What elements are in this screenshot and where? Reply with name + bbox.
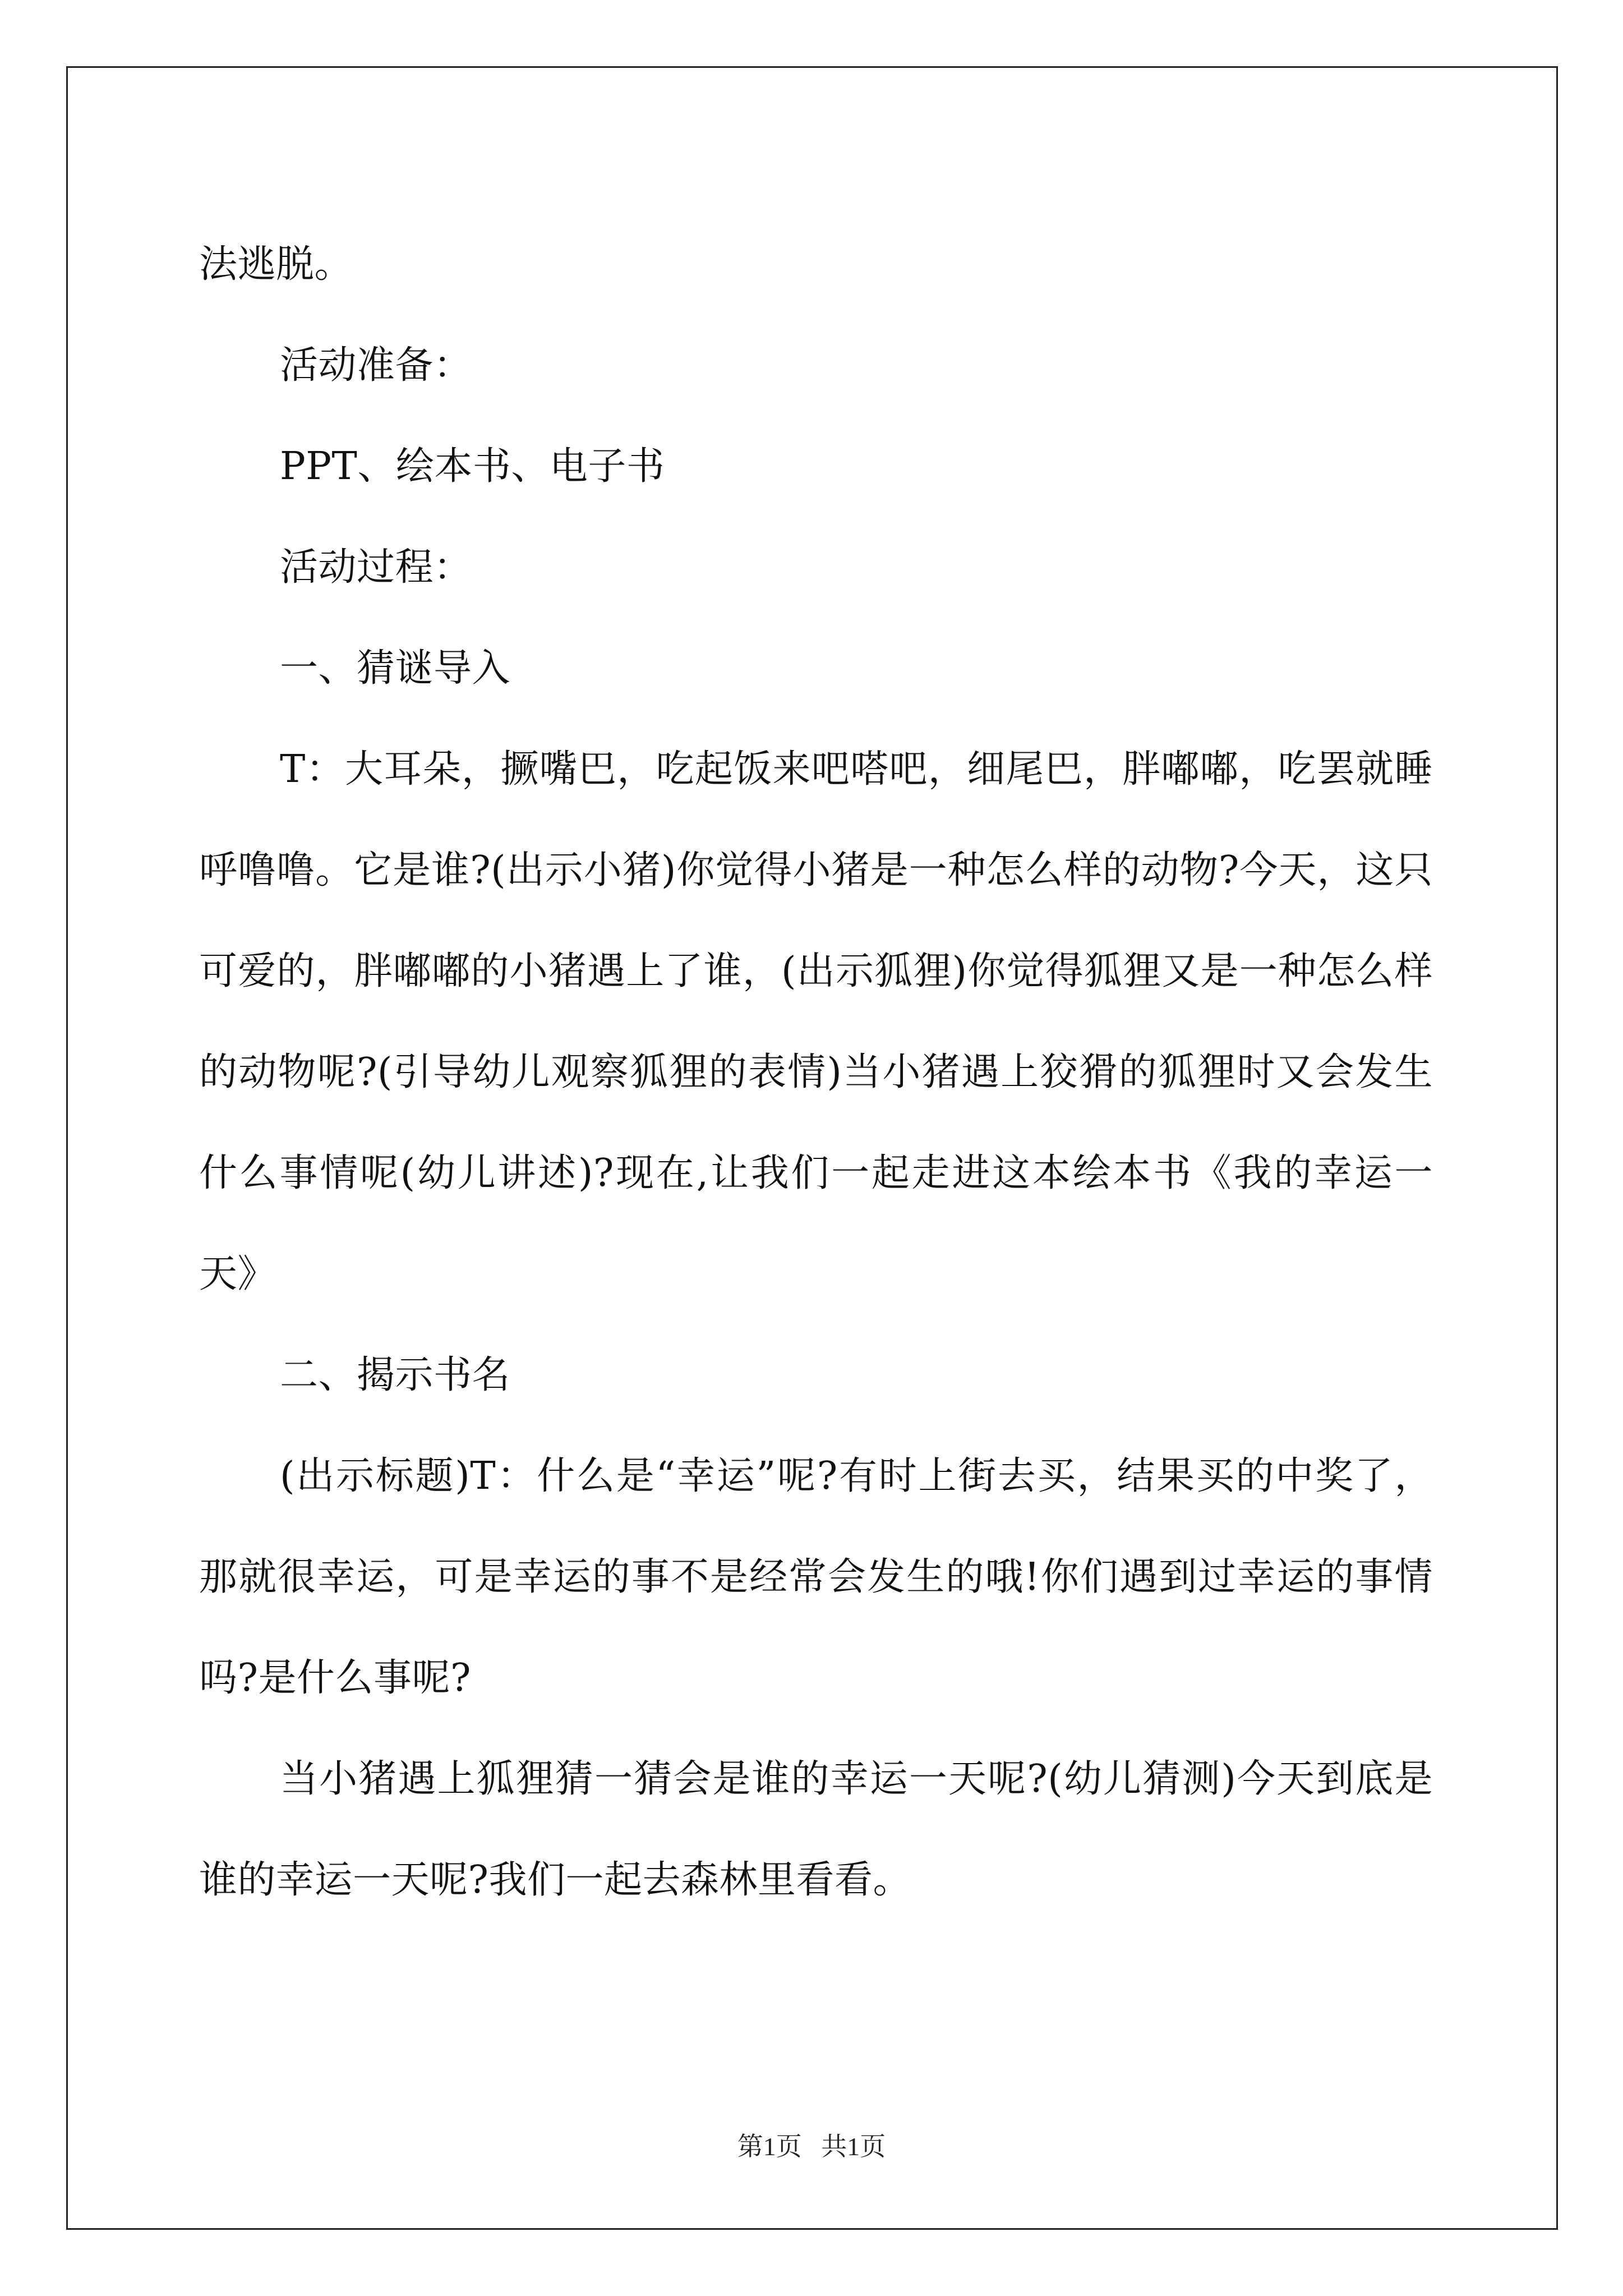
paragraph-activity-preparation-heading: 活动准备：	[280, 343, 472, 388]
paragraph-materials: PPT、绘本书、电子书	[280, 444, 665, 489]
paragraph-guess-lucky-day: 当小猪遇上狐狸猜一猜会是谁的幸运一天呢?(幼儿猜测)今天到底是谁的幸运一天呢?我们一起去森林里看看。	[199, 1757, 1433, 1902]
document-body	[199, 214, 1433, 1931]
page-footer: 第1页 共1页	[737, 2132, 886, 2161]
paragraph-title-discussion: (出示标题)T：什么是“幸运”呢?有时上街去买，结果买的中奖了，那就很幸运，可是幸运的事不是经常会发生的哦!你们遇到过幸运的事情吗?是什么事呢?	[199, 1454, 1433, 1700]
paragraph-activity-process-heading: 活动过程：	[280, 545, 472, 590]
paragraph-section-one-heading: 一、猜谜导入	[280, 646, 511, 691]
paragraph-riddle-intro: T：大耳朵，撅嘴巴，吃起饭来吧嗒吧，细尾巴，胖嘟嘟，吃罢就睡呼噜噜。它是谁?(出示小猪)你觉得小猪是一种怎么样的动物?今天，这只可爱的，胖嘟嘟的小猪遇上了谁，(出示狐狸)你觉得狐狸又是一种怎么样的动物呢?(引导幼儿观察狐狸的表情)当小猪遇上狡猾的狐狸时又会发生什么事情呢(幼儿讲述)?现在,让我们一起走进这本绘本书《我的幸运一天》	[199, 747, 1433, 1296]
paragraph-section-two-heading: 二、揭示书名	[280, 1353, 511, 1397]
paragraph-continuation: 法逃脱。	[199, 242, 353, 287]
